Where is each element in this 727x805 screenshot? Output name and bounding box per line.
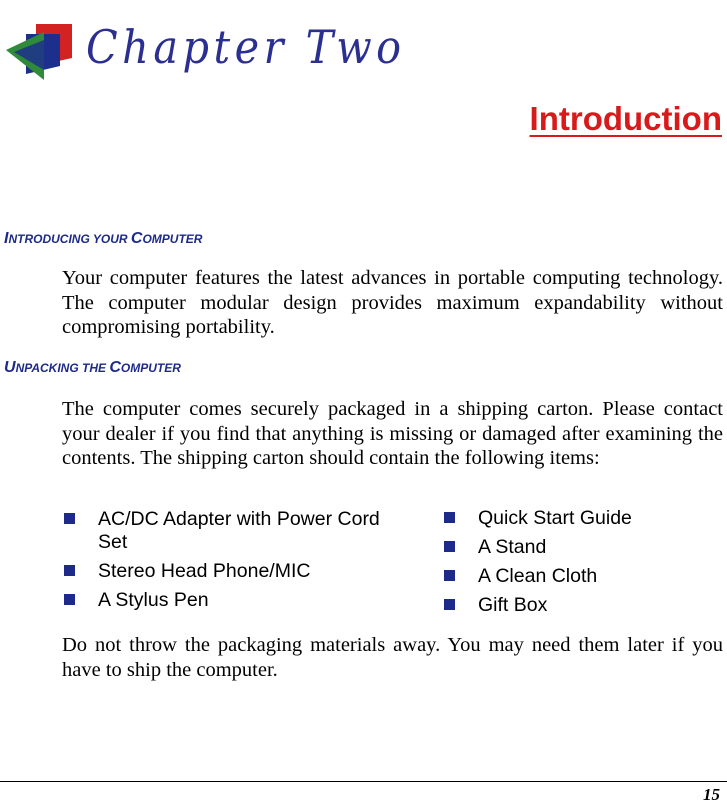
list-item: [442, 594, 722, 617]
list-item-text: AC/DC Adapter with Power Cord Set: [98, 508, 380, 553]
bullet-square-icon: [64, 594, 75, 605]
heading-initial: C: [109, 359, 121, 376]
heading-smallcaps: NTRODUCING YOUR: [8, 232, 131, 246]
list-item-text: A Stylus Pen: [98, 589, 209, 611]
bullet-square-icon: [64, 565, 75, 576]
bullet-square-icon: [64, 513, 75, 524]
heading-smallcaps: OMPUTER: [120, 361, 181, 375]
list-item: [442, 507, 722, 530]
list-item-text: Quick Start Guide: [478, 507, 632, 529]
section-heading-introducing: [4, 230, 202, 248]
chapter-logo-icon: [4, 22, 74, 82]
chapter-title: Chapter Two: [86, 20, 406, 74]
items-list-left: [62, 508, 382, 618]
footer-divider: [0, 781, 727, 782]
heading-smallcaps: OMPUTER: [142, 232, 203, 246]
list-item-text: Stereo Head Phone/MIC: [98, 560, 311, 582]
paragraph-closing: Do not throw the packaging materials away. You may need them later if you have to ship the computer.: [62, 634, 723, 681]
page-number: 15: [703, 785, 720, 804]
items-list-right: [442, 507, 722, 623]
paragraph-introducing: Your computer features the latest advances in portable computing technology. The computer modular design provides maximum expandability without compromising portability.: [62, 267, 723, 339]
section-title: Introduction: [529, 100, 722, 137]
list-item-text: A Stand: [478, 536, 547, 558]
section-heading-unpacking: [4, 359, 181, 377]
heading-initial: C: [130, 230, 143, 247]
list-item-text: A Clean Cloth: [478, 565, 598, 587]
heading-smallcaps: NPACKING THE: [15, 361, 110, 375]
bullet-square-icon: [444, 512, 455, 523]
paragraph-unpacking: The computer comes securely packaged in a shipping carton. Please contact your dealer if you find that anything is missing or damaged after examining the contents. The shipping carton should contain the following items:: [62, 398, 723, 470]
list-item: [62, 560, 382, 583]
list-item: [62, 589, 382, 612]
list-item: [62, 508, 382, 554]
list-item: [442, 536, 722, 559]
list-item: [442, 565, 722, 588]
heading-initial: I: [4, 230, 9, 247]
bullet-square-icon: [444, 541, 455, 552]
bullet-square-icon: [444, 599, 455, 610]
bullet-square-icon: [444, 570, 455, 581]
list-item-text: Gift Box: [478, 594, 548, 616]
heading-initial: U: [4, 359, 16, 376]
